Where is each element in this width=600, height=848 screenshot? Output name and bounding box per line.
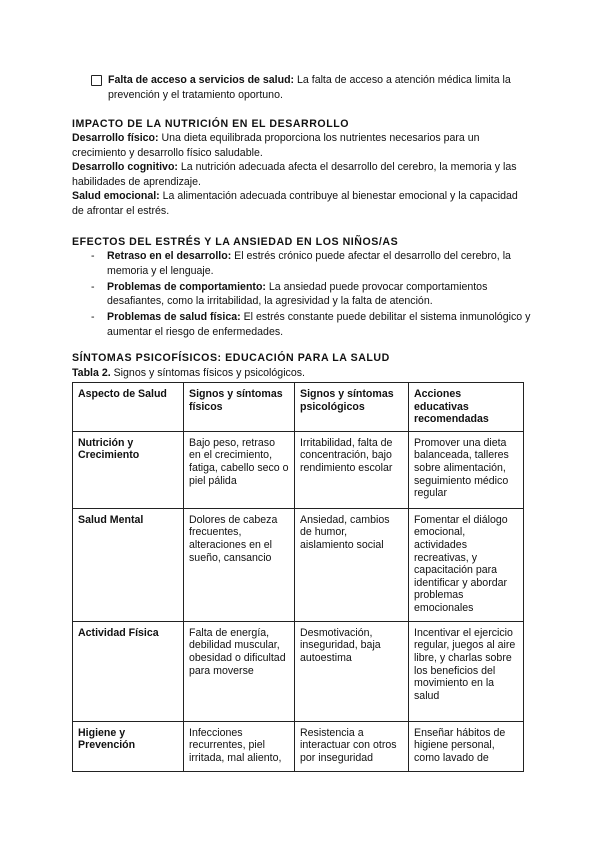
table-cell: Infecciones recurrentes, piel irritada, mal aliento, xyxy=(184,721,295,771)
item-text: Una dieta equilibrada proporciona los nutrientes necesarios para un crecimiento y desarrollo físico saludable. xyxy=(72,132,480,159)
list-item: - Problemas de comportamiento: La ansiedad puede provocar comportamientos desafiantes, como la irritabilidad, la agresividad y la falta de atención. xyxy=(91,280,488,308)
section-title-stress: EFECTOS DEL ESTRÉS Y LA ANSIEDAD EN LOS NIÑOS/AS xyxy=(72,236,399,248)
table-cell: Desmotivación, inseguridad, baja autoestima xyxy=(295,621,409,721)
column-header: Signos y síntomas físicos xyxy=(184,383,295,432)
stress-effects-list xyxy=(72,249,532,341)
table-cell: Enseñar hábitos de higiene personal, como lavado de xyxy=(409,721,524,771)
item-label: Problemas de comportamiento: xyxy=(107,280,266,293)
table-row xyxy=(73,621,524,721)
item-label: Retraso en el desarrollo: xyxy=(107,250,232,262)
table-row xyxy=(73,721,524,771)
item-text: El estrés constante puede debilitar el sistema inmunológico y aumentar el riesgo de enfermedades. xyxy=(107,311,531,338)
item-text: La falta de acceso a atención médica limita la prevención y el tratamiento oportuno. xyxy=(108,74,511,101)
checklist-item-text xyxy=(108,73,528,102)
table-cell: Fomentar el diálogo emocional, actividades recreativas, y capacitación para identificar y abordar problemas emocionales xyxy=(409,508,524,621)
item-text: La nutrición adecuada afecta el desarrollo del cerebro, la memoria y las habilidades de aprendizaje. xyxy=(72,161,517,188)
table-caption xyxy=(72,366,305,381)
nutrition-item-emotional xyxy=(72,189,532,218)
table-cell: Promover una dieta balanceada, talleres sobre alimentación, seguimiento médico regular xyxy=(409,431,524,508)
row-header-cell: Higiene y Prevención xyxy=(73,721,184,771)
symptoms-table xyxy=(72,382,524,772)
item-label: Salud emocional: xyxy=(72,190,160,203)
table-cell: Ansiedad, cambios de humor, aislamiento social xyxy=(295,508,409,621)
row-header-cell: Actividad Física xyxy=(73,621,184,721)
table-cell: Incentivar el ejercicio regular, juegos al aire libre, y charlas sobre los beneficios del movimiento en la salud xyxy=(409,621,524,721)
section-title-psychophysical: SÍNTOMAS PSICOFÍSICOS: EDUCACIÓN PARA LA SALUD xyxy=(72,352,390,364)
list-item: - Problemas de salud física: El estrés constante puede debilitar el sistema inmunológico y aumentar el riesgo de enfermedades. xyxy=(91,311,531,338)
item-label: Desarrollo cognitivo: xyxy=(72,161,178,174)
item-text: El estrés crónico puede afectar el desarrollo del cerebro, la memoria y el lenguaje. xyxy=(107,250,511,277)
row-header-cell: Salud Mental xyxy=(73,508,184,621)
table-cell: Resistencia a interactuar con otros por inseguridad xyxy=(295,721,409,771)
item-label: Desarrollo físico: xyxy=(72,132,159,144)
item-label: Falta de acceso a servicios de salud: xyxy=(108,74,295,86)
item-text: La ansiedad puede provocar comportamientos desafiantes, como la irritabilidad, la agresividad y la falta de atención. xyxy=(107,280,488,308)
item-text: La alimentación adecuada contribuye al bienestar emocional y la capacidad de afrontar el estrés. xyxy=(72,190,518,217)
column-header: Signos y síntomas psicológicos xyxy=(295,383,409,432)
table-row xyxy=(73,508,524,621)
table-cell: Falta de energía, debilidad muscular, obesidad o dificultad para moverse xyxy=(184,621,295,721)
column-header: Aspecto de Salud xyxy=(73,383,184,432)
nutrition-item-physical xyxy=(72,131,532,160)
row-header-cell: Nutrición y Crecimiento xyxy=(73,431,184,508)
item-label: Problemas de salud física: xyxy=(107,311,241,324)
list-item: - Retraso en el desarrollo: El estrés crónico puede afectar el desarrollo del cerebro, la memoria y el lenguaje. xyxy=(91,250,511,277)
checkbox-icon[interactable] xyxy=(91,75,102,86)
table-cell: Dolores de cabeza frecuentes, alteraciones en el sueño, cansancio xyxy=(184,508,295,621)
nutrition-paragraph xyxy=(72,131,532,219)
caption-text: Signos y síntomas físicos y psicológicos. xyxy=(110,367,305,379)
column-header: Acciones educativas recomendadas xyxy=(409,383,524,432)
table-cell: Bajo peso, retraso en el crecimiento, fatiga, cabello seco o piel pálida xyxy=(184,431,295,508)
table-row xyxy=(73,431,524,508)
table-header-row xyxy=(73,383,524,432)
section-title-nutrition: IMPACTO DE LA NUTRICIÓN EN EL DESARROLLO xyxy=(72,118,350,130)
caption-label: Tabla 2. xyxy=(72,367,111,379)
nutrition-item-cognitive xyxy=(72,160,532,189)
table-cell: Irritabilidad, falta de concentración, bajo rendimiento escolar xyxy=(295,431,409,508)
